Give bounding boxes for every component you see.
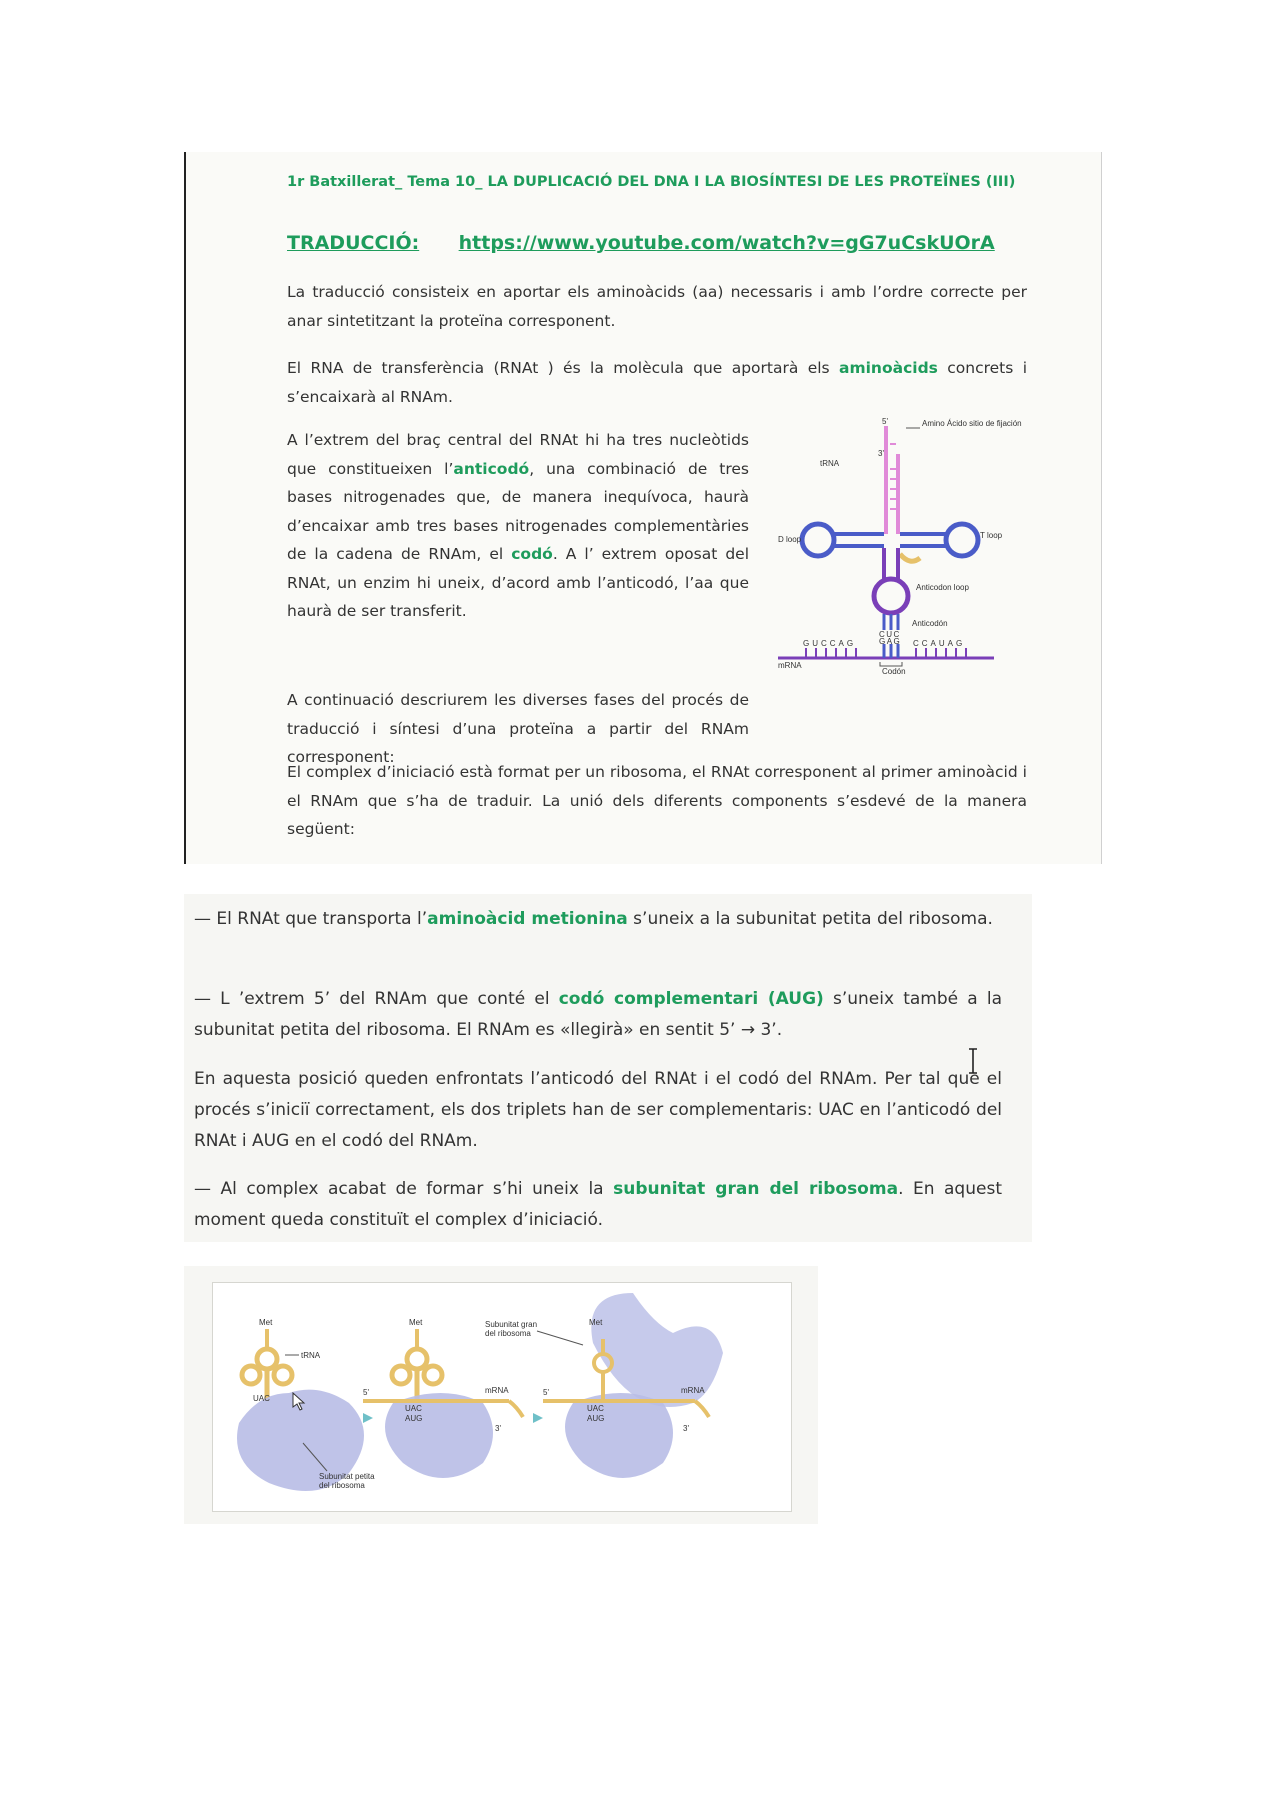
mrna-left-bases: GUCCAG bbox=[803, 639, 857, 648]
highlight-subunitat-gran: subunitat gran del ribosoma bbox=[613, 1179, 899, 1199]
trna-five-prime-label: 5' bbox=[882, 417, 888, 426]
video-link[interactable]: https://www.youtube.com/watch?v=gG7uCskUOrA bbox=[458, 232, 995, 254]
step-posicio: En aquesta posició queden enfrontats l’anticodó del RNAt i el codó del RNAm. Per tal que el procés s’iniciï correctament, els dos triplets han de ser complementaris: UAC en l’anticodó del RNAt i AUG en el codó del RNAm. bbox=[194, 1069, 1002, 1151]
five-prime-label: 5' bbox=[543, 1388, 549, 1397]
anticodon-bases: CUC bbox=[879, 630, 901, 639]
t-loop-label: T loop bbox=[980, 531, 1003, 540]
text-span: . En aquest moment queda constituït el complex d’iniciació. bbox=[194, 1179, 1002, 1230]
text-span: , una combinació de tres bases nitrogenades que, de manera inequívoca, haurà d’encaixar amb tres bases nitrogenades complementàries de la cadena de RNAm, el bbox=[287, 459, 749, 563]
codon-bases: GAG bbox=[879, 637, 902, 646]
met-label: Met bbox=[409, 1318, 423, 1327]
mrna-label: mRNA bbox=[681, 1386, 705, 1395]
small-subunit bbox=[565, 1393, 673, 1478]
step-extrem-5 bbox=[194, 984, 1002, 1046]
paragraph-complex: El complex d’iniciació està format per un ribosoma, el RNAt corresponent al primer aminoàcid i el RNAm que s’ha de traduir. La unió dels diferents components s’esdevé de la manera següent: bbox=[287, 763, 1027, 838]
traduccio-label: TRADUCCIÓ: bbox=[287, 232, 420, 254]
paragraph-traduccio: La traducció consisteix en aportar els aminoàcids (aa) necessaris i amb l’ordre correcte per anar sintetitzant la proteïna corresponent. bbox=[287, 283, 1027, 330]
anticodon-title: Anticodón bbox=[912, 619, 948, 628]
met-label: Met bbox=[259, 1318, 273, 1327]
traduccio-heading bbox=[287, 232, 995, 254]
arrow-icon bbox=[363, 1413, 373, 1423]
mrna-label: mRNA bbox=[778, 661, 802, 670]
amino-site-label: Amino Ácido sitio de fijación bbox=[922, 419, 1022, 428]
highlight-anticodo: anticodó bbox=[453, 459, 530, 478]
small-subunit bbox=[385, 1393, 493, 1478]
uac-label: UAC bbox=[253, 1394, 270, 1403]
trna-three-prime-label: 3' bbox=[878, 449, 884, 458]
text-span: A l’extrem del braç central del RNAt hi ha tres nucleòtids que constitueixen l’ bbox=[287, 431, 749, 478]
highlight-metionina: aminoàcid metionina bbox=[427, 909, 628, 929]
met-label: Met bbox=[589, 1318, 603, 1327]
uac-label: UAC bbox=[587, 1404, 604, 1413]
step-metionina bbox=[194, 904, 1002, 935]
arrow-icon bbox=[533, 1413, 543, 1423]
trna-label: tRNA bbox=[301, 1351, 321, 1360]
trna-label: tRNA bbox=[820, 459, 840, 468]
figure-panel bbox=[184, 1266, 818, 1524]
small-subunit-label-1: Subunitat petita bbox=[319, 1472, 375, 1481]
text-span: concrets i s’encaixarà al RNAm. bbox=[287, 359, 1027, 406]
highlight-aminoacids: aminoàcids bbox=[839, 359, 938, 377]
aug-label: AUG bbox=[587, 1414, 605, 1423]
text-span: — Al complex acabat de formar s’hi uneix la bbox=[194, 1179, 614, 1199]
uac-label: UAC bbox=[405, 1404, 422, 1413]
initiation-complex-diagram bbox=[212, 1282, 792, 1512]
three-prime-label: 3' bbox=[495, 1424, 501, 1433]
paragraph-rnat bbox=[287, 354, 1027, 411]
mrna-right-bases: CCAUAG bbox=[913, 639, 966, 648]
text-span: s’uneix també a la subunitat petita del ribosoma. El RNAm es «llegirà» en sentit 5’ → 3’. bbox=[194, 989, 1003, 1040]
text-span: . A l’ extrem oposat del RNAt, un enzim hi uneix, d’acord amb l’anticodó, l’aa que haurà de ser transferit. bbox=[287, 545, 750, 620]
step-subunitat-gran bbox=[194, 1174, 1002, 1236]
aug-label: AUG bbox=[405, 1414, 423, 1423]
text-span: s’uneix a la subunitat petita del ribosoma. bbox=[627, 909, 993, 929]
large-subunit-label-2: del ribosoma bbox=[485, 1329, 531, 1338]
large-subunit-label-1: Subunitat gran bbox=[485, 1320, 538, 1329]
small-subunit-label-2: del ribosoma bbox=[319, 1481, 365, 1490]
d-loop-label: D loop bbox=[778, 535, 802, 544]
mrna-label: mRNA bbox=[485, 1386, 509, 1395]
trna-diagram bbox=[776, 414, 1022, 676]
highlight-codo-complementari: codó complementari (AUG) bbox=[558, 989, 824, 1009]
text-cursor-icon bbox=[966, 1048, 980, 1074]
highlight-codo: codó bbox=[511, 545, 553, 563]
codon-label: Codón bbox=[882, 667, 906, 676]
paragraph-anticodo bbox=[287, 426, 749, 626]
document-page-top bbox=[184, 152, 1102, 864]
five-prime-label: 5' bbox=[363, 1388, 369, 1397]
paragraph-fases: A continuació descriurem les diverses fases del procés de traducció i síntesi d’una proteïna a partir del RNAm corresponent: bbox=[287, 691, 749, 766]
anticodon-loop-label: Anticodon loop bbox=[916, 583, 969, 592]
text-span: — L ’extrem 5’ del RNAm que conté el bbox=[194, 989, 559, 1009]
three-prime-label: 3' bbox=[683, 1424, 689, 1433]
document-page-steps bbox=[184, 894, 1032, 1242]
document-title: 1r Batxillerat_ Tema 10_ LA DUPLICACIÓ DEL DNA I LA BIOSÍNTESI DE LES PROTEÏNES (III) bbox=[287, 174, 1016, 190]
text-span: El RNA de transferència (RNAt ) és la molècula que aportarà els bbox=[287, 359, 839, 377]
text-span: — El RNAt que transporta l’ bbox=[194, 909, 428, 929]
